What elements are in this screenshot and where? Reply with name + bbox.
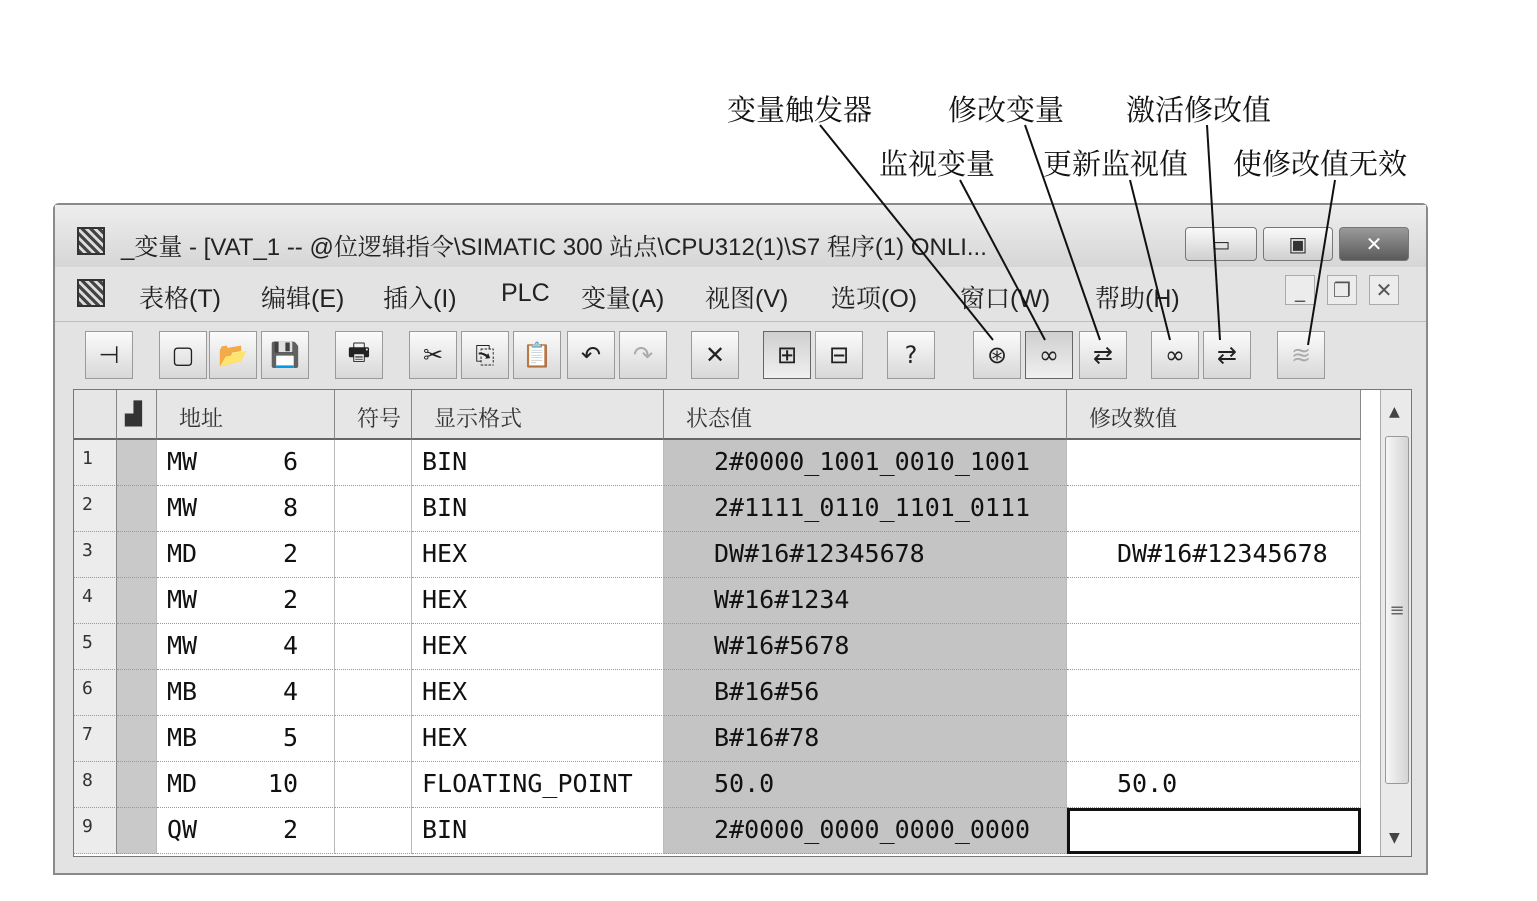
table-row[interactable] [74,578,1411,624]
close-icon: ✕ [1365,232,1383,256]
row-number[interactable]: 3 [74,532,117,578]
activate-modify-button[interactable] [1203,331,1251,379]
row-number[interactable]: 7 [74,716,117,762]
pin-icon: ⊣ [98,341,120,369]
address-number: 4 [282,677,298,706]
station-button[interactable] [815,331,863,379]
scroll-down-icon[interactable]: ▼ [1389,830,1400,846]
undo-icon: ↶ [580,341,602,369]
help-icon: ? [904,341,918,369]
online-button[interactable] [763,331,811,379]
vertical-scrollbar[interactable] [1380,390,1412,856]
status-value-cell: W#16#1234 [664,578,1067,624]
vat-window [53,203,1428,875]
paste-icon: 📋 [522,341,552,369]
format-cell[interactable]: BIN [412,486,664,532]
format-cell[interactable]: HEX [412,716,664,762]
save-button[interactable] [261,331,309,379]
mdi-restore-button[interactable]: ❐ [1327,275,1357,305]
row-flag [117,716,157,762]
online-icon: ⊞ [776,341,798,369]
format-cell[interactable]: HEX [412,532,664,578]
copy-icon: ⎘ [475,341,495,369]
symbol-cell[interactable] [335,716,412,762]
operand: QW [167,815,198,844]
operand: MB [167,723,198,752]
menu-variable[interactable]: 变量(A) [581,285,665,313]
address-number: 6 [282,447,298,476]
format-cell[interactable]: BIN [412,808,664,854]
maximize-icon: ▣ [1288,232,1308,256]
callout-modify-variable: 修改变量 [948,93,1065,127]
paste-button[interactable] [513,331,561,379]
format-cell[interactable]: FLOATING_POINT [412,762,664,808]
menu-plc[interactable]: PLC [501,279,550,307]
mdi-minimize-button[interactable]: _ [1285,275,1315,305]
row-flag [117,670,157,716]
row-number[interactable]: 6 [74,670,117,716]
header-symbol[interactable]: 符号 [335,390,412,440]
address-number: 2 [282,585,298,614]
row-number[interactable]: 9 [74,808,117,854]
row-number[interactable]: 1 [74,440,117,486]
callout-update-monitor: 更新监视值 [1043,147,1189,181]
callout-monitor-variable: 监视变量 [879,147,996,181]
address-cell[interactable] [157,762,335,808]
table-row[interactable] [74,440,1411,486]
menu-view[interactable]: 视图(V) [705,285,789,313]
status-value-cell: 2#0000_0000_0000_0000 [664,808,1067,854]
callout-variable-trigger: 变量触发器 [727,93,873,127]
print-button[interactable] [335,331,383,379]
header-status[interactable]: 状态值 [664,390,1067,440]
monitor-variable-icon: ∞ [1039,341,1059,369]
station-icon: ⊟ [828,341,850,369]
address-cell[interactable] [157,440,335,486]
scroll-thumb[interactable]: ≡ [1385,436,1409,784]
table-row[interactable] [74,716,1411,762]
callout-disable-modify: 使修改值无效 [1233,147,1408,181]
minimize-button[interactable] [1185,227,1257,261]
save-icon: 💾 [270,341,300,369]
modify-value-cell[interactable] [1067,624,1361,670]
symbol-cell[interactable] [335,440,412,486]
undo-button[interactable] [567,331,615,379]
cut-icon: ✂ [422,341,444,369]
open-icon: 📂 [218,341,248,369]
symbol-cell[interactable] [335,808,412,854]
row-number[interactable]: 4 [74,578,117,624]
new-icon: ▢ [171,341,195,369]
table-row[interactable] [74,762,1411,808]
app-icon [77,227,105,255]
modify-variable-button[interactable] [1079,331,1127,379]
modify-value-cell[interactable] [1067,716,1361,762]
table-row[interactable] [74,670,1411,716]
header-format[interactable]: 显示格式 [412,390,664,440]
new-button[interactable] [159,331,207,379]
row-flag [117,624,157,670]
operand: MD [167,539,198,568]
redo-icon: ↷ [632,341,654,369]
variable-trigger-icon: ⊛ [986,341,1008,369]
address-cell[interactable] [157,578,335,624]
operand: MW [167,585,198,614]
title-bar[interactable] [55,205,1426,267]
address-cell[interactable] [157,624,335,670]
symbol-cell[interactable] [335,532,412,578]
cut-button[interactable] [409,331,457,379]
menu-table[interactable]: 表格(T) [139,285,221,313]
address-number: 2 [282,815,298,844]
menu-options[interactable]: 选项(O) [831,285,918,313]
disable-modify-button[interactable] [1277,331,1325,379]
header-modify[interactable]: 修改数值 [1067,390,1361,440]
monitor-variable-button[interactable] [1025,331,1073,379]
address-number: 2 [282,539,298,568]
activate-modify-icon: ⇄ [1216,341,1238,369]
status-value-cell: 2#0000_1001_0010_1001 [664,440,1067,486]
delete-icon: ✕ [704,341,726,369]
row-flag [117,578,157,624]
format-cell[interactable]: HEX [412,624,664,670]
close-button[interactable] [1339,227,1409,261]
row-flag [117,762,157,808]
header-flag [117,390,157,440]
pin-button[interactable] [85,331,133,379]
menu-edit[interactable]: 编辑(E) [261,285,345,313]
address-number: 10 [267,769,298,798]
status-value-cell: DW#16#12345678 [664,532,1067,578]
menu-window[interactable]: 窗口(W) [960,285,1051,313]
redo-button[interactable] [619,331,667,379]
doc-icon [77,279,105,307]
address-number: 8 [282,493,298,522]
format-cell[interactable]: HEX [412,670,664,716]
format-cell[interactable]: BIN [412,440,664,486]
row-flag [117,532,157,578]
modify-value-cell[interactable]: DW#16#12345678 [1067,532,1361,578]
modify-value-cell[interactable] [1067,808,1361,854]
row-number[interactable]: 8 [74,762,117,808]
disable-modify-icon: ≋ [1290,341,1312,369]
address-cell[interactable] [157,716,335,762]
open-button[interactable] [209,331,257,379]
modify-variable-icon: ⇄ [1092,341,1114,369]
symbol-cell[interactable] [335,624,412,670]
menu-insert[interactable]: 插入(I) [383,285,457,313]
table-row[interactable] [74,486,1411,532]
callout-activate-modify: 激活修改值 [1126,93,1272,127]
variable-trigger-button[interactable] [973,331,1021,379]
update-monitor-button[interactable] [1151,331,1199,379]
modify-value-cell[interactable] [1067,440,1361,486]
header-row-number [74,390,117,440]
copy-button[interactable] [461,331,509,379]
flag-icon: ▟ [125,402,142,427]
toolbar [55,322,1426,388]
scroll-up-icon[interactable]: ▲ [1389,404,1400,420]
address-cell[interactable] [157,486,335,532]
print-icon: 🖶 [347,337,371,366]
table-row[interactable] [74,808,1411,854]
row-flag [117,440,157,486]
format-cell[interactable]: HEX [412,578,664,624]
modify-value-cell[interactable] [1067,578,1361,624]
status-value-cell: 50.0 [664,762,1067,808]
minimize-icon: ▭ [1211,232,1231,256]
address-cell[interactable] [157,670,335,716]
variable-table [73,389,1412,857]
address-number: 4 [282,631,298,660]
address-cell[interactable] [157,532,335,578]
operand: MB [167,677,198,706]
context-help-button[interactable] [887,331,935,379]
symbol-cell[interactable] [335,670,412,716]
window-title: _变量 - [VAT_1 -- @位逻辑指令\SIMATIC 300 站点\CPU312(1)\S7 程序(1) ONLI... [121,234,987,261]
menu-help[interactable]: 帮助(H) [1095,285,1180,313]
symbol-cell[interactable] [335,486,412,532]
symbol-cell[interactable] [335,578,412,624]
delete-button[interactable] [691,331,739,379]
operand: MW [167,447,198,476]
status-value-cell: B#16#56 [664,670,1067,716]
status-value-cell: W#16#5678 [664,624,1067,670]
header-address[interactable]: 地址 [157,390,335,440]
address-cell[interactable] [157,808,335,854]
table-row[interactable] [74,624,1411,670]
table-row[interactable] [74,532,1411,578]
status-value-cell: B#16#78 [664,716,1067,762]
row-flag [117,486,157,532]
symbol-cell[interactable] [335,762,412,808]
address-number: 5 [282,723,298,752]
maximize-button[interactable] [1263,227,1333,261]
mdi-close-button[interactable]: ✕ [1369,275,1399,305]
operand: MD [167,769,198,798]
row-number[interactable]: 2 [74,486,117,532]
operand: MW [167,493,198,522]
row-flag [117,808,157,854]
operand: MW [167,631,198,660]
modify-value-cell[interactable]: 50.0 [1067,762,1361,808]
status-value-cell: 2#1111_0110_1101_0111 [664,486,1067,532]
modify-value-cell[interactable] [1067,670,1361,716]
row-number[interactable]: 5 [74,624,117,670]
update-monitor-icon: ∞ [1165,341,1185,369]
modify-value-cell[interactable] [1067,486,1361,532]
menu-bar [55,267,1426,322]
